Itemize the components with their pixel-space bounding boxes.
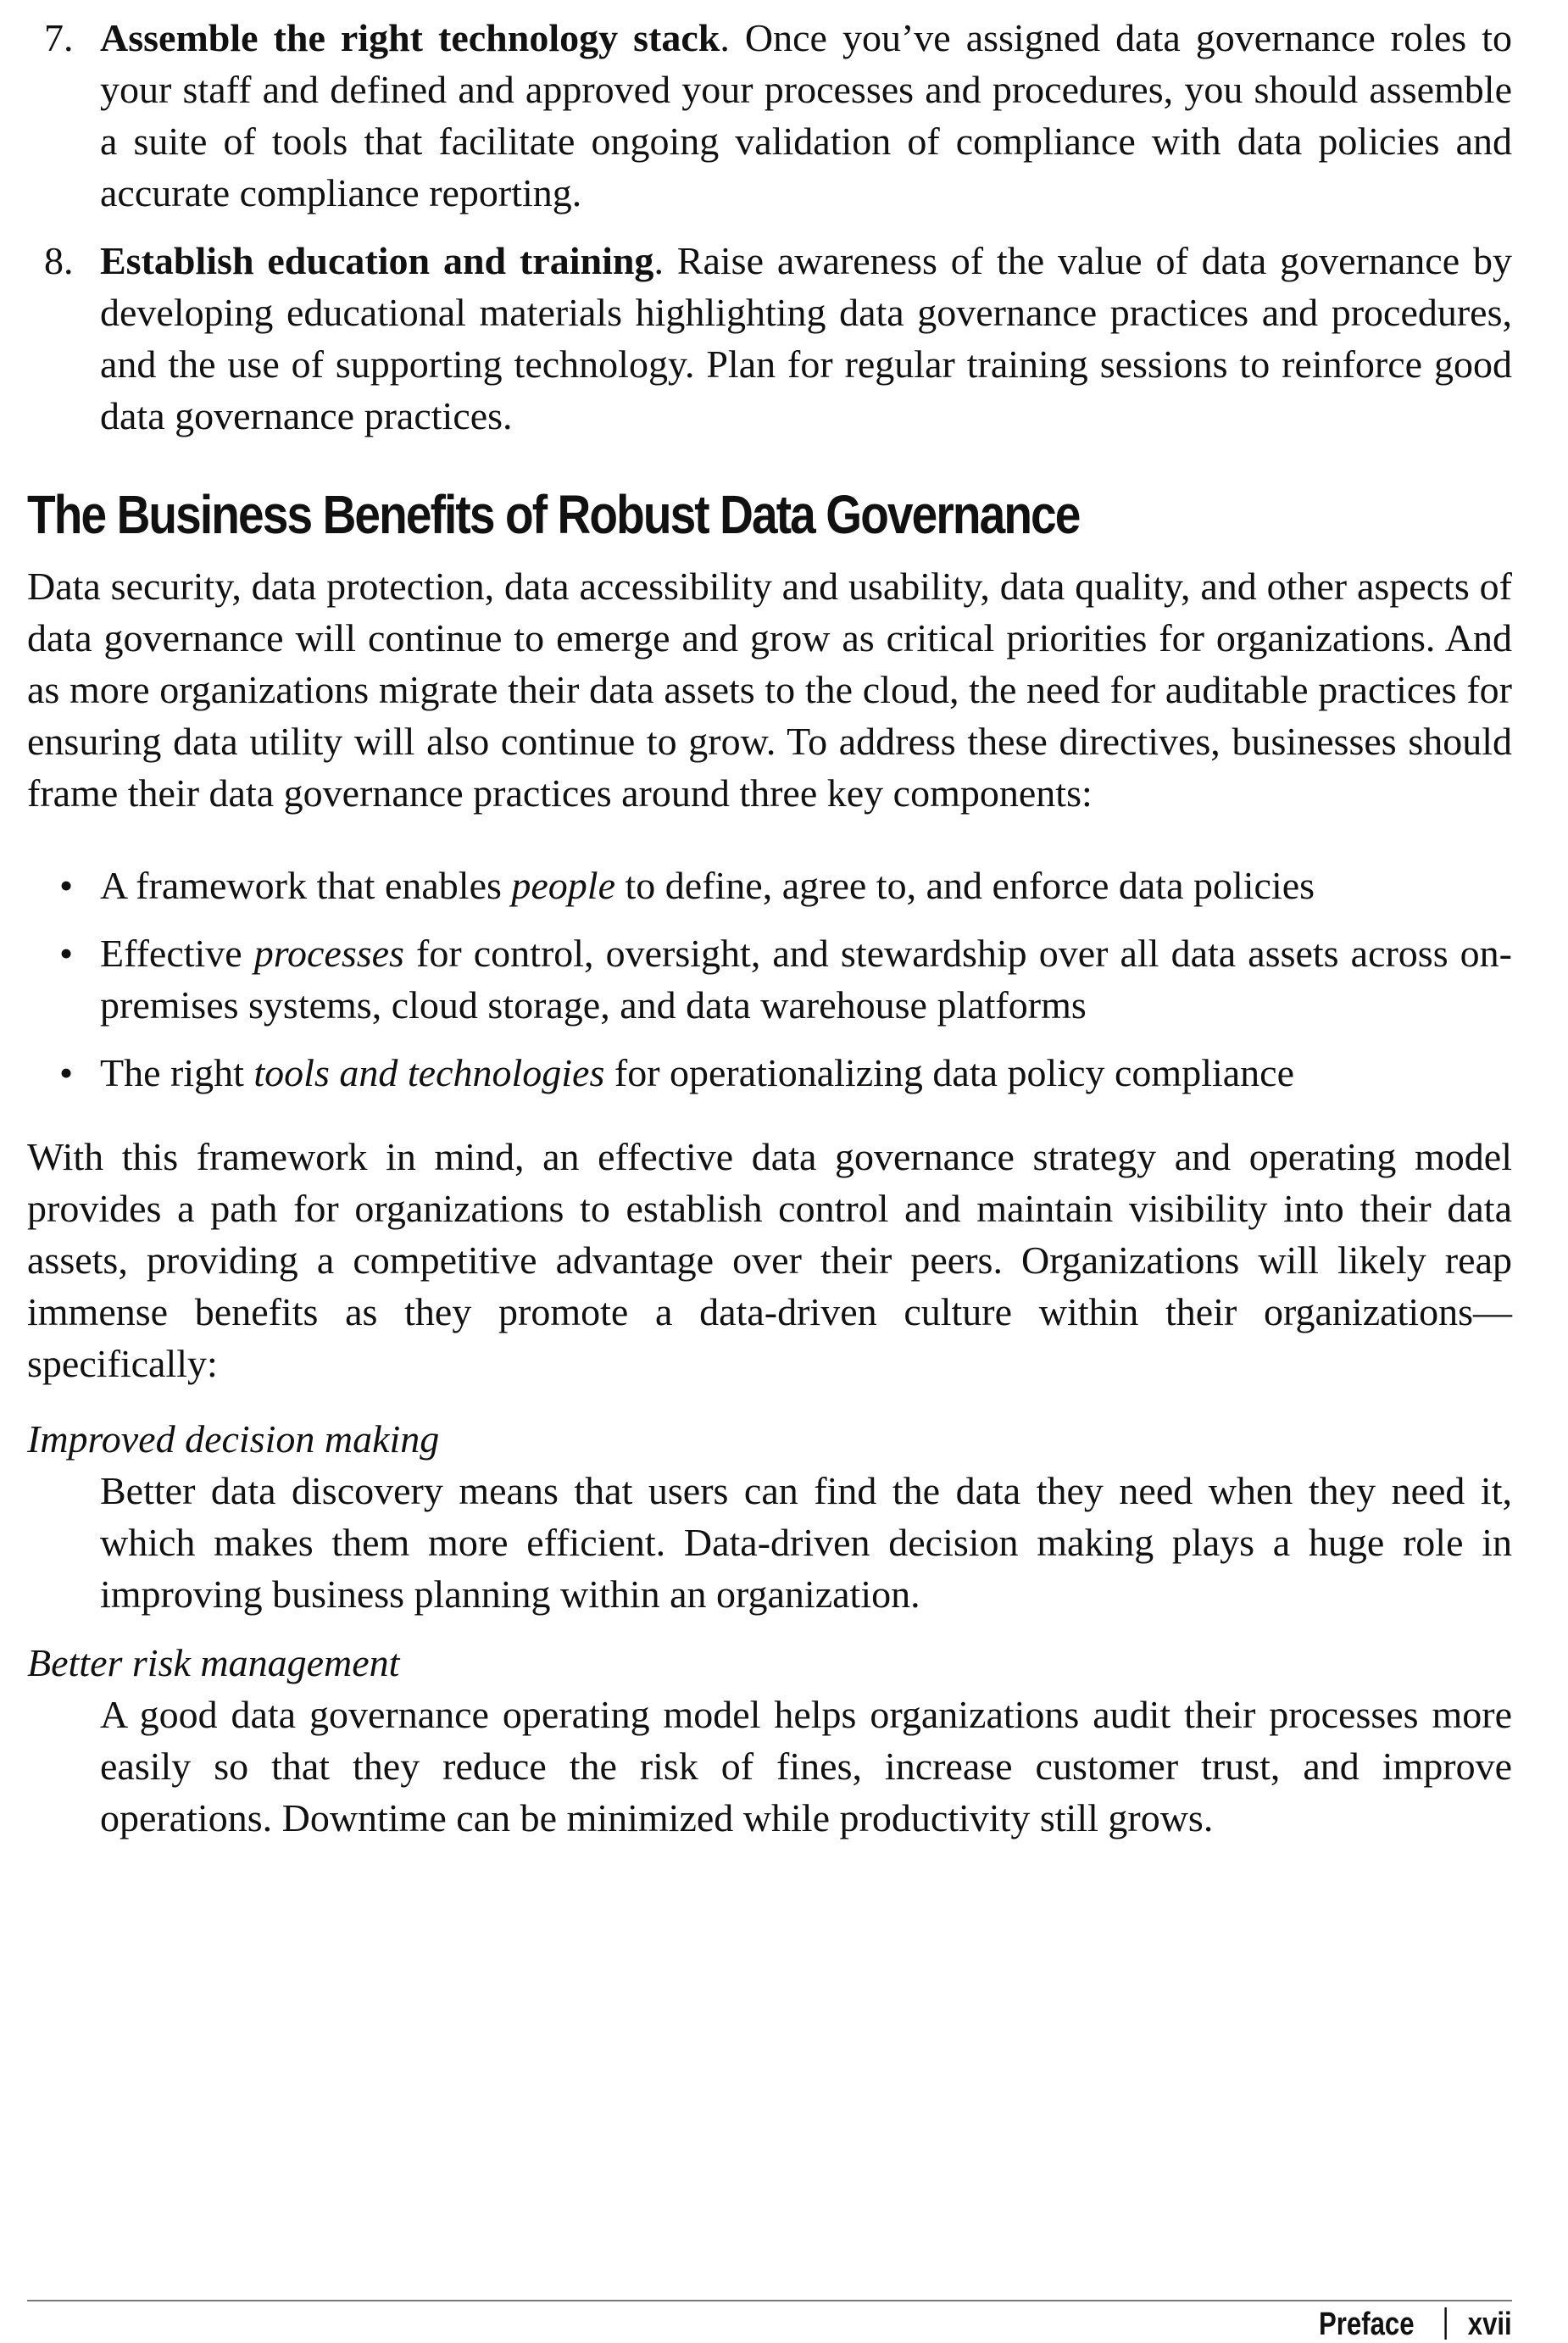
footer-divider [27,2300,1512,2301]
page-footer [1319,2306,1512,2343]
section-heading: The Business Benefits of Robust Data Governance [27,484,1080,545]
benefit-description: A good data governance operating model helps organizations audit their processes more easily so that they reduce the risk of fines, increase customer trust, and improve operations. Downtime can be minimized while productivity still grows. [100,1693,1512,1839]
step-title: Establish education and training [100,239,654,282]
step-number: 8. [44,239,74,282]
footer-separator [1445,2307,1447,2340]
components-list [27,860,1512,1099]
benefit-description: Better data discovery means that users can find the data they need when they need it, which makes them more efficient. Data-driven decision making plays a huge role in improving business planning within an organization. [100,1469,1512,1616]
component-emphasis: people [511,864,616,907]
framework-paragraph: With this framework in mind, an effective data governance strategy and operating model provides a path for organizations to establish control and maintain visibility into their data assets, providing a competitive advantage over their peers. Organizations will likely reap immense benefits as they promote a data-driven culture within their organizations—specifically: [27,1135,1512,1385]
component-text: A framework that enables [100,864,512,907]
component-emphasis: processes [253,932,404,975]
intro-paragraph: Data security, data protection, data accessibility and usability, data quality, and other aspects of data governance will continue to emerge and grow as critical priorities for organizations. And as more organizations migrate their data assets to the cloud, the need for auditable practices for ensuring data utility will also continue to grow. To address these directives, businesses should frame their data governance practices around three key components: [27,565,1512,815]
benefit-term: Improved decision making [27,1417,440,1461]
page-content [27,12,1512,1861]
component-text: Effective [100,932,254,975]
component-item [27,927,1512,1031]
component-emphasis: tools and technologies [253,1051,605,1094]
step-number: 7. [44,16,74,59]
component-text: to define, agree to, and enforce data policies [615,864,1315,907]
numbered-steps-list [27,12,1512,442]
step-item [27,12,1512,219]
footer-section-label: Preface [1319,2307,1415,2342]
component-text: for control, oversight, and stewardship over all data assets across on-premises systems, cloud storage, and data warehouse platforms [100,932,1512,1027]
bullet-icon: • [59,864,74,907]
component-item [27,1047,1512,1099]
bullet-icon: • [59,1051,74,1094]
benefits-list [27,1413,1512,1844]
bullet-icon: • [59,932,74,975]
benefit-term: Better risk management [27,1641,400,1684]
component-item [27,860,1512,911]
step-text: . Raise awareness of the value of data governance by developing educational materials highlighting data governance practices and procedures, and the use of supporting technology. Plan for regular training sessions to reinforce good data governance practices. [100,239,1512,437]
page-number: xvii [1468,2307,1512,2342]
step-title: Assemble the right technology stack [100,16,720,59]
step-item [27,235,1512,442]
component-text: The right [100,1051,254,1094]
component-text: for operationalizing data policy compliance [604,1051,1294,1094]
step-text: . Once you’ve assigned data governance roles to your staff and defined and approved your processes and procedures, you should assemble a suite of tools that facilitate ongoing validation of compliance with data policies and accurate compliance reporting. [100,16,1512,214]
